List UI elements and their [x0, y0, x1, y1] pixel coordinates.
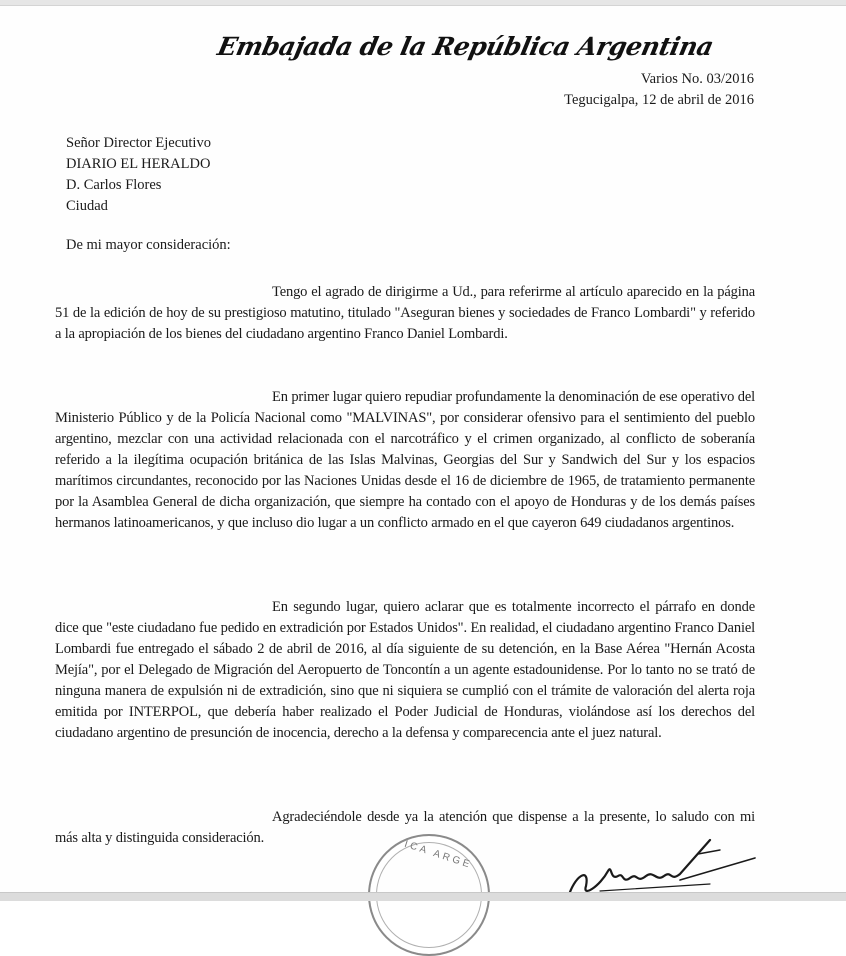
recipient-block: [66, 133, 211, 217]
recipient-title: Señor Director Ejecutivo: [66, 135, 211, 151]
reference-number: Varios No. 03/2016: [640, 71, 754, 87]
seal-text: TICA ARGE: [394, 835, 474, 872]
recipient-city: Ciudad: [66, 198, 108, 214]
recipient-name: D. Carlos Flores: [66, 177, 162, 193]
reference-block: [564, 69, 754, 111]
closing-paragraph: Agradeciéndole desde ya la atención que dispense a la presente, lo saludo con mi más alta y distinguida consideración.: [55, 809, 755, 846]
body-paragraph-3: En segundo lugar, quiero aclarar que es totalmente incorrecto el párrafo en donde dice que "este ciudadano fue pedido en extradición por Estados Unidos". En realidad, el ciudadano argentino Franco Daniel Lombardi fue entregado el sábado 2 de abril de 2016, al día siguiente de su detención, en la Base Aérea "Hernán Acosta Mejía", por el Delegado de Migración del Aeropuerto de Toncontín a un agente estadounidense. Por lo tanto no se trató de ninguna manera de expulsión ni de extradición, sino que ni siquiera se cumplió con el trámite de valoración del alerta roja emitida por INTERPOL, que debería haber realizado el Poder Judicial de Honduras, violándose así los derechos del ciudadano argentino de presunción de inocencia, derecho a la defensa y comparecencia ante el juez natural.: [55, 599, 755, 741]
letter-page: [0, 6, 846, 892]
salutation: De mi mayor consideración:: [66, 237, 231, 253]
recipient-organization: DIARIO EL HERALDO: [66, 156, 211, 172]
body-paragraph-1: Tengo el agrado de dirigirme a Ud., para referirme al artículo aparecido en la página 51 de la edición de hoy de su prestigioso matutino, titulado "Aseguran bienes y sociedades de Franco Lombardi" y referido a la apropiación de los bienes del ciudadano argentino Franco Daniel Lombardi.: [55, 284, 755, 342]
body-paragraph-2: En primer lugar quiero repudiar profundamente la denominación de ese operativo del Ministerio Público y de la Policía Nacional como "MALVINAS", por considerar ofensivo para el sentimiento del pueblo argentino, mezclar con una actividad relacionada con el narcotráfico y el crimen organizado, al conflicto de soberanía referido a la ilegítima ocupación británica de las Islas Malvinas, Georgias del Sur y Sandwich del Sur y los espacios marítimos circundantes, reconocido por las Naciones Unidas desde el 16 de diciembre de 1965, de tratamiento permanente por la Asamblea General de dicha organización, que siempre ha contado con el apoyo de Honduras y de los demás países hermanos latinoamericanos, y que incluso dio lugar a un conflicto armado en el que cayeron 649 ciudadanos argentinos.: [55, 389, 755, 531]
place-date: Tegucigalpa, 12 de abril de 2016: [564, 92, 754, 108]
letterhead-title: Embajada de la República Argentina: [214, 32, 716, 61]
